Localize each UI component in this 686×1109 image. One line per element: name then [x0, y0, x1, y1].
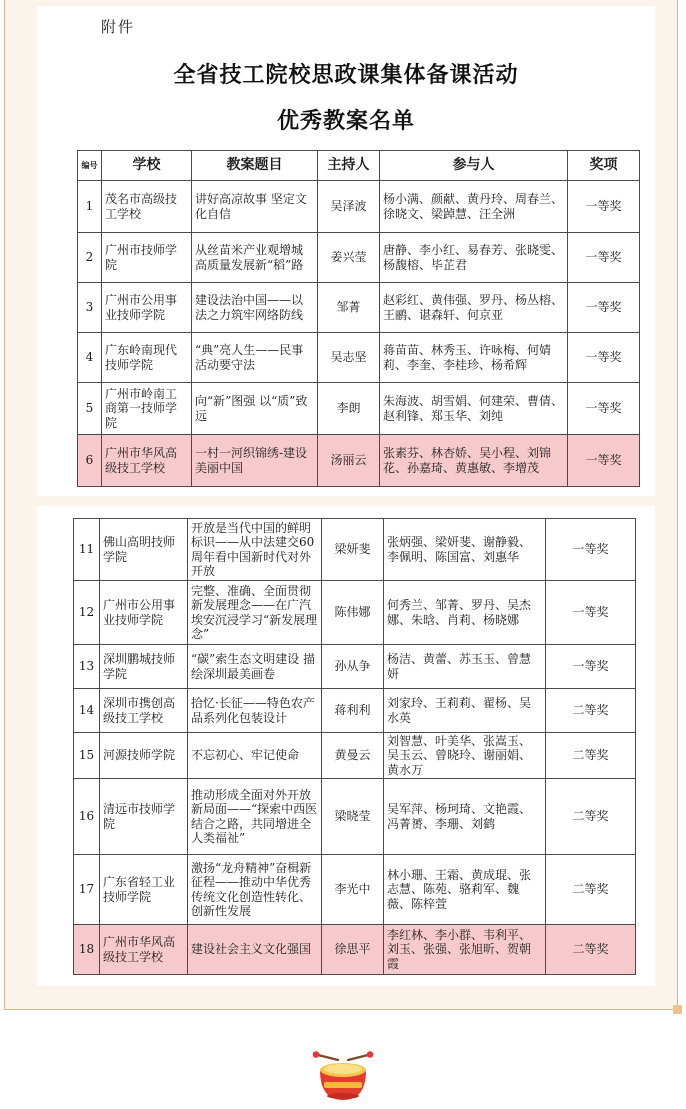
row-number: 2: [78, 233, 102, 283]
row-host: 孙从争: [322, 645, 384, 689]
row-host: 李光中: [322, 855, 384, 925]
row-number: 17: [74, 855, 100, 925]
table-row: [78, 181, 640, 233]
row-topic: 讲好高凉故事 坚定文化自信: [192, 181, 318, 233]
row-school: 广东省轻工业技师学院: [100, 855, 188, 925]
row-number: 4: [78, 333, 102, 383]
document-subtitle: 优秀教案名单: [276, 108, 415, 134]
row-host: 汤丽云: [318, 435, 380, 487]
row-school: 广州市岭南工商第一技师学院: [102, 383, 192, 435]
row-award: 一等奖: [546, 519, 636, 581]
article-frame: [4, 0, 678, 1010]
row-award: 二等奖: [546, 689, 636, 733]
table-row: [74, 581, 636, 645]
table-row: [74, 855, 636, 925]
document-page-1: [37, 6, 655, 496]
row-topic: 完整、准确、全面贯彻新发展理念——在广汽埃安沉浸学习“新发展理念”: [188, 581, 322, 645]
table-row: [74, 779, 636, 855]
table-row: [78, 383, 640, 435]
row-number: 12: [74, 581, 100, 645]
attachment-label: 附件: [101, 18, 136, 36]
header-topic: 教案题目: [192, 151, 318, 181]
row-school: 佛山高明技师学院: [100, 519, 188, 581]
table-row: [74, 689, 636, 733]
row-award: 二等奖: [546, 925, 636, 975]
row-host: 蒋利利: [322, 689, 384, 733]
row-number: 15: [74, 733, 100, 779]
row-number: 16: [74, 779, 100, 855]
header-number: 编号: [78, 151, 102, 181]
table-row: [74, 645, 636, 689]
table-row: [74, 733, 636, 779]
row-topic: 拾忆·长征——特色农产品系列化包装设计: [188, 689, 322, 733]
row-school: 广州市公用事业技师学院: [102, 283, 192, 333]
row-participants: 杨小满、颜献、黄丹玲、周春兰、徐晓文、梁踔慧、汪全洲: [380, 181, 568, 233]
header-school: 学校: [102, 151, 192, 181]
row-award: 一等奖: [568, 435, 640, 487]
row-award: 二等奖: [546, 779, 636, 855]
row-participants: 林小珊、王霜、黄成琨、张志慧、陈苑、骆莉军、魏薇、陈梓萱: [384, 855, 546, 925]
row-school: 深圳鹏城技师学院: [100, 645, 188, 689]
row-host: 邹菁: [318, 283, 380, 333]
row-award: 一等奖: [546, 581, 636, 645]
award-table-page-2: [73, 518, 636, 975]
row-participants: 张素芬、林杏娇、吴小程、刘锦花、孙嘉琦、黄惠敏、李增茂: [380, 435, 568, 487]
row-number: 11: [74, 519, 100, 581]
row-topic: 从丝苗米产业观增城高质量发展新“稻”路: [192, 233, 318, 283]
table-body-page-1: [78, 181, 640, 487]
row-school: 河源技师学院: [100, 733, 188, 779]
row-topic: 推动形成全面对外开放新局面——“探索中西医结合之路，共同增进全人类福祉”: [188, 779, 322, 855]
table-row: [74, 925, 636, 975]
row-topic: 开放是当代中国的鲜明标识——从中法建交60周年看中国新时代对外开放: [188, 519, 322, 581]
table-row: [78, 283, 640, 333]
row-participants: 张炳强、梁妍斐、谢静毅、李佩明、陈国富、刘惠华: [384, 519, 546, 581]
award-table-page-1: [77, 150, 640, 487]
row-host: 李朗: [318, 383, 380, 435]
table-body-page-2: [74, 519, 636, 975]
row-school: 广州市技师学院: [102, 233, 192, 283]
row-school: 深圳市携创高级技工学校: [100, 689, 188, 733]
row-school: 清远市技师学院: [100, 779, 188, 855]
table-row: [74, 519, 636, 581]
row-number: 1: [78, 181, 102, 233]
row-participants: 蒋苗苗、林秀玉、许咏梅、何婧莉、李奎、李桂珍、杨希辉: [380, 333, 568, 383]
row-award: 一等奖: [568, 181, 640, 233]
row-school: 广州市公用事业技师学院: [100, 581, 188, 645]
row-award: 一等奖: [568, 333, 640, 383]
row-number: 6: [78, 435, 102, 487]
row-host: 黄曼云: [322, 733, 384, 779]
row-number: 18: [74, 925, 100, 975]
row-school: 广州市华风高级技工学校: [100, 925, 188, 975]
row-host: 陈伟娜: [322, 581, 384, 645]
row-school: 茂名市高级技工学校: [102, 181, 192, 233]
row-topic: 一村一河织锦绣-建设美丽中国: [192, 435, 318, 487]
table-row: [78, 233, 640, 283]
row-host: 姜兴莹: [318, 233, 380, 283]
table-header-row: [78, 151, 640, 181]
row-host: 吴志坚: [318, 333, 380, 383]
row-award: 一等奖: [568, 283, 640, 333]
row-topic: “碳”索生态文明建设 描绘深圳最美画卷: [188, 645, 322, 689]
table-row: [78, 435, 640, 487]
row-participants: 何秀兰、邹菁、罗丹、吴杰娜、朱晗、肖莉、杨晓娜: [384, 581, 546, 645]
header-participants: 参与人: [380, 151, 568, 181]
row-topic: 激扬“龙舟精神”奋楫新征程——推动中华优秀传统文化创造性转化、创新性发展: [188, 855, 322, 925]
row-participants: 吴军萍、杨珂琦、文艳霞、冯菁赟、李珊、刘鹤: [384, 779, 546, 855]
table-row: [78, 333, 640, 383]
row-school: 广州市华风高级技工学校: [102, 435, 192, 487]
row-participants: 朱海波、胡雪娟、何建荣、曹倩、赵利锋、郑玉华、刘纯: [380, 383, 568, 435]
row-host: 梁妍斐: [322, 519, 384, 581]
row-number: 3: [78, 283, 102, 333]
row-host: 吴泽波: [318, 181, 380, 233]
row-number: 14: [74, 689, 100, 733]
frame-corner-accent: [673, 1005, 682, 1014]
row-award: 二等奖: [546, 855, 636, 925]
row-topic: 不忘初心、牢记使命: [188, 733, 322, 779]
row-award: 一等奖: [568, 383, 640, 435]
row-award: 二等奖: [546, 733, 636, 779]
row-participants: 赵彩红、黄伟强、罗丹、杨丛榕、王鹂、谌森轩、何京亚: [380, 283, 568, 333]
row-host: 梁晓莹: [322, 779, 384, 855]
row-participants: 刘智慧、叶美华、张嵩玉、吴玉云、曾晓玲、谢丽娟、黄水万: [384, 733, 546, 779]
row-award: 一等奖: [568, 233, 640, 283]
document-title: 全省技工院校思政课集体备课活动: [173, 62, 519, 88]
row-topic: 建设社会主义文化强国: [188, 925, 322, 975]
drum-icon: [310, 1046, 376, 1102]
row-topic: 建设法治中国——以法之力筑牢网络防线: [192, 283, 318, 333]
row-participants: 刘家玲、王莉莉、翟杨、吴水英: [384, 689, 546, 733]
document-page-2: [37, 506, 655, 986]
row-participants: 唐静、李小红、易春芳、张晓雯、杨馥榕、毕芷君: [380, 233, 568, 283]
header-award: 奖项: [568, 151, 640, 181]
row-number: 13: [74, 645, 100, 689]
row-school: 广东岭南现代技师学院: [102, 333, 192, 383]
header-host: 主持人: [318, 151, 380, 181]
row-topic: 向“新”图强 以“质”致远: [192, 383, 318, 435]
row-award: 一等奖: [546, 645, 636, 689]
row-host: 徐思平: [322, 925, 384, 975]
row-topic: “典”亮人生——民事活动要守法: [192, 333, 318, 383]
row-participants: 杨洁、黄蕾、苏玉玉、曾慧妍: [384, 645, 546, 689]
row-participants: 李红林、李小群、韦利平、刘玉、张强、张旭昕、贺朝霞: [384, 925, 546, 975]
row-number: 5: [78, 383, 102, 435]
